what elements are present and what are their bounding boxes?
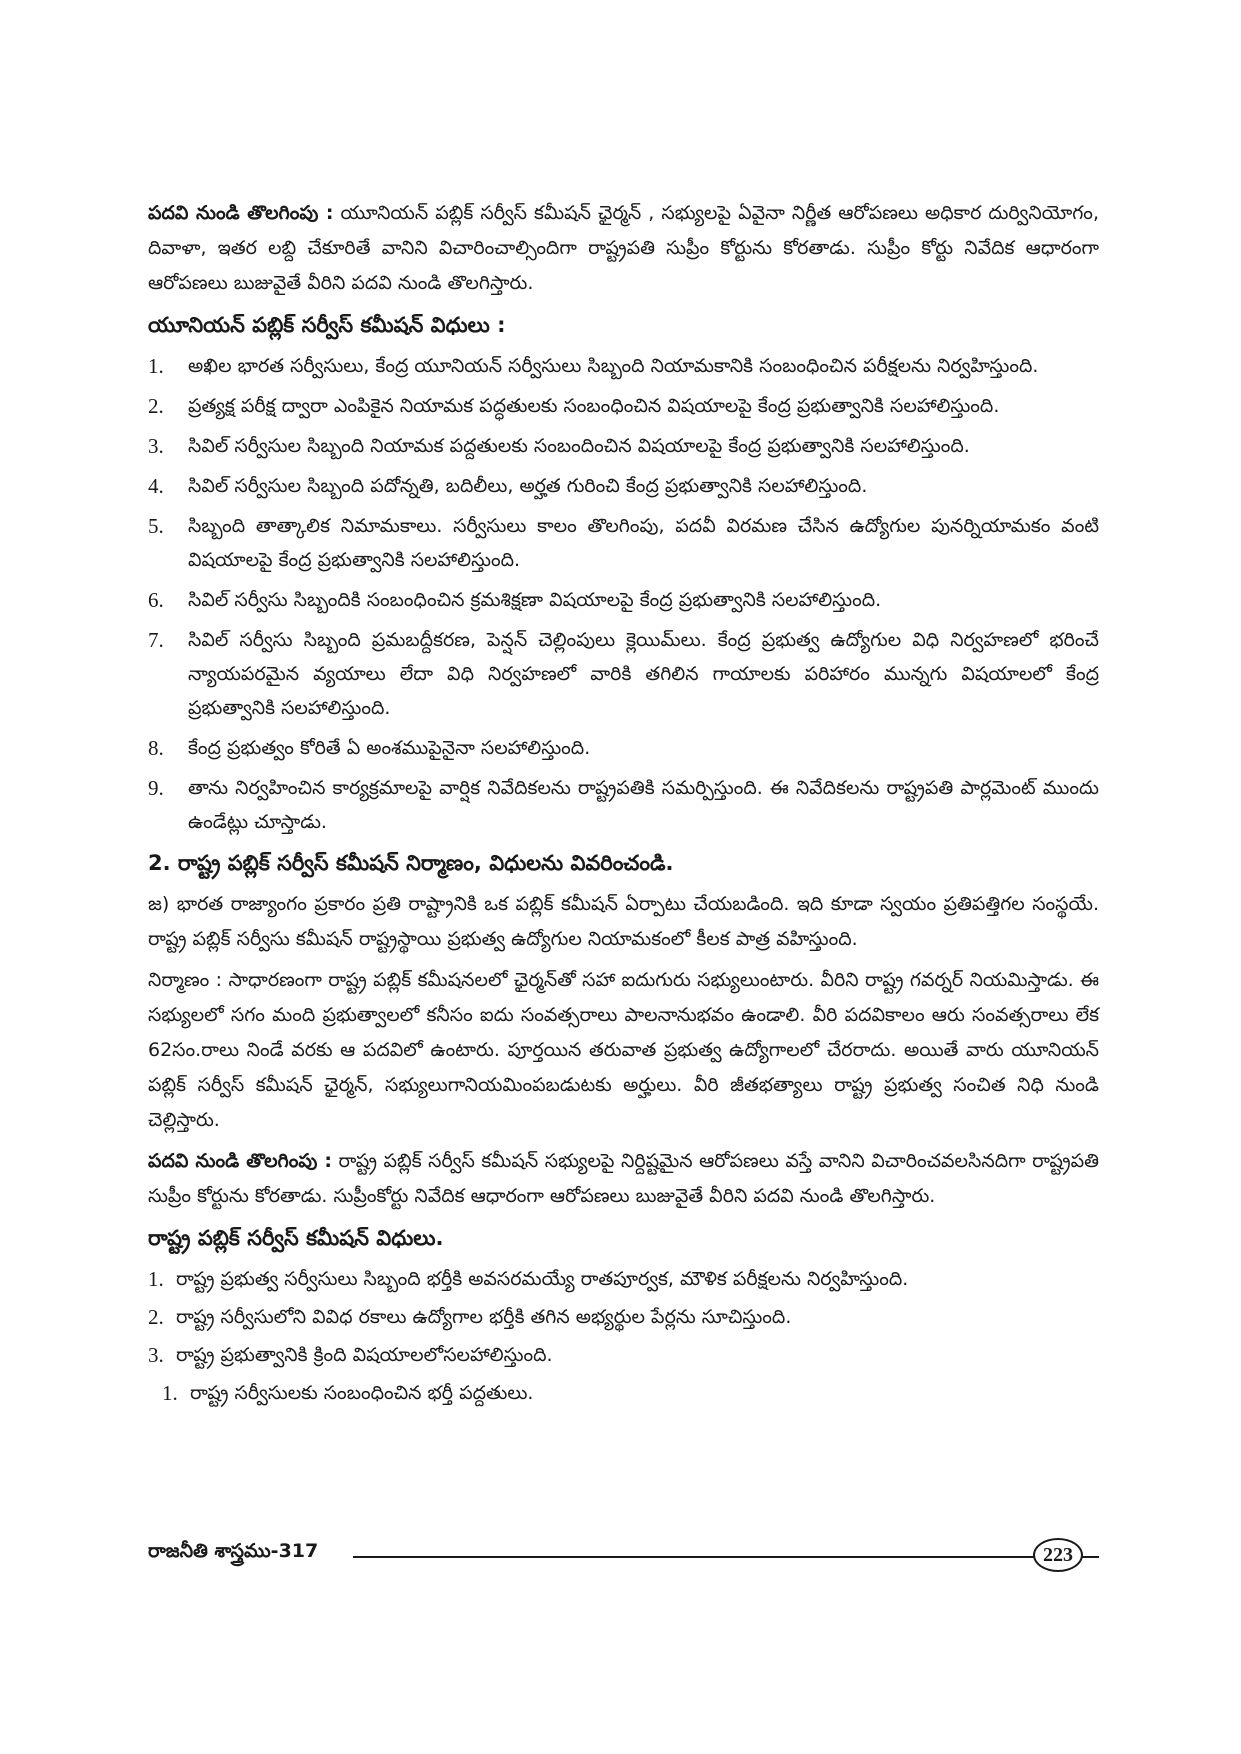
spsc-functions-list	[148, 1262, 1099, 1372]
list-item	[148, 1300, 1099, 1334]
item-text: సివిల్ సర్వీసుల సిబ్బంది నియామక పద్దతులకు సంబందించిన విషయాలపై కేంద్ర ప్రభుత్వానికి సలహాలిస్తుంది.	[188, 435, 970, 457]
item-text: అఖిల భారత సర్వీసులు, కేంద్ర యూనియన్ సర్వీసులు సిబ్బంది నియామకానికి సంబంధించిన పరీక్షలను నిర్వహిస్తుంది.	[188, 355, 1039, 377]
page-footer	[148, 1536, 1099, 1576]
structure-paragraph: నిర్మాణం : సాధారణంగా రాష్ట్ర పబ్లిక్ కమీషనలలో ఛైర్మన్‌తో సహా ఐదుగురు సభ్యులుంటారు. వీరిని రాష్ట్ర గవర్నర్ నియమిస్తాడు. ఈ సభ్యులలో సగం మంది ప్రభుత్వాలలో కనీసం ఐదు సంవత్సరాలు పాలనానుభవం ఉండాలి. వీరి పదవికాలం ఆరు సంవత్సరాలు లేక 62సం.రాలు నిండే వరకు ఆ పదవిలో ఉంటారు. పూర్తయిన తరువాత ప్రభుత్వ ఉద్యోగాలలో చేరరాదు. అయితే వారు యూనియన్ పబ్లిక్ సర్వీస్ కమీషన్ ఛైర్మన్, సభ్యులుగానియమింపబడుటకు అర్హులు. వీరి జీతభత్యాలు రాష్ట్ర ప్రభుత్వ సంచిత నిధి నుండి చెల్లిస్తారు.	[148, 969, 1099, 1131]
footer-rule	[353, 1556, 1039, 1558]
upsc-removal-paragraph	[148, 196, 1099, 301]
item-text: తాను నిర్వహించిన కార్యక్రమాలపై వార్షిక నివేదికలను రాష్ట్రపతికి సమర్పిస్తుంది. ఈ నివేదికలను రాష్ట్రపతి పార్లమెంట్ ముందు ఉండేట్లు చూస్తాడు.	[188, 777, 1099, 833]
item-number: 3.	[148, 1343, 164, 1367]
item-number: 5.	[148, 514, 164, 538]
item-number: 3.	[148, 434, 164, 458]
item-text: రాష్ట్ర ప్రభుత్వానికి క్రింది విషయాలలోసలహాలిస్తుంది.	[176, 1344, 553, 1366]
list-item	[148, 1338, 1099, 1372]
item-number: 2.	[148, 394, 164, 418]
item-text: సివిల్ సర్వీసుల సిబ్బంది పదోన్నతి, బదిలీలు, అర్హత గురించి కేంద్ర ప్రభుత్వానికి సలహాలిస్తుంది.	[188, 475, 868, 497]
item-text: సివిల్ సర్వీసు సిబ్బందికి సంబంధించిన క్రమశిక్షణా విషయాలపై కేంద్ర ప్రభుత్వానికి సలహాలిస్తుంది.	[188, 589, 882, 611]
item-text: ప్రత్యక్ష పరీక్ష ద్వారా ఎంపికైన నియామక పద్ధతులకు సంబంధించిన విషయాలపై కేంద్ర ప్రభుత్వానికి సలహాలిస్తుంది.	[188, 395, 1000, 417]
question-2-heading: 2. రాష్ట్ర పబ్లిక్ సర్వీస్ కమీషన్ నిర్మాణం, విధులను వివరించండి.	[148, 851, 674, 875]
removal-lead: పదవి నుండి తొలగింపు :	[148, 1150, 333, 1172]
list-item	[148, 389, 1099, 423]
upsc-functions-heading: యూనియన్ పబ్లిక్ సర్వీస్ కమీషన్ విధులు :	[148, 313, 506, 337]
footer-rule-tail	[1081, 1556, 1099, 1558]
item-number: 4.	[148, 474, 164, 498]
item-number: 1.	[162, 1381, 178, 1405]
list-item	[148, 349, 1099, 383]
list-item	[148, 509, 1099, 577]
item-text: కేంద్ర ప్రభుత్వం కోరితే ఏ అంశముపైనైనా సలహాలిస్తుంది.	[188, 737, 591, 759]
removal-text: యూనియన్ పబ్లిక్ సర్వీస్ కమీషన్ ఛైర్మన్ , సభ్యులపై ఏవైనా నిర్ణీత ఆరోపణలు అధికార దుర్వినియోగం, దివాళా, ఇతర లబ్ది చేకూరితే వానిని విచారించాల్సిందిగా రాష్ట్రపతి సుప్రీం కోర్టును కోరతాడు. సుప్రీం కోర్టు నివేదిక ఆధారంగా ఆరోపణలు బుజువైతే వీరిని పదవి నుండి తొలగిస్తారు.	[148, 202, 1099, 294]
item-text: సిబ్బంది తాత్కాలిక నిమామకాలు. సర్వీసులు కాలం తొలగింపు, పదవీ విరమణ చేసిన ఉద్యోగుల పునర్నియామకం వంటి విషయాలపై కేంద్ర ప్రభుత్వానికి సలహాలిస్తుంది.	[188, 515, 1099, 571]
list-item	[148, 771, 1099, 839]
item-number: 2.	[148, 1305, 164, 1329]
item-text: రాష్ట్ర సర్వీసులకు సంబంధించిన భర్తీ పద్దతులు.	[190, 1382, 534, 1404]
item-number: 1.	[148, 1267, 164, 1291]
item-text: సివిల్ సర్వీసు సిబ్బంది ప్రమబద్దీకరణ, పెన్షన్ చెల్లింపులు క్లెయిమ్‌లు. కేంద్ర ప్రభుత్వ ఉద్యోగుల విధి నిర్వహణలో భరించే న్యాయపరమైన వ్యయాలు లేదా విధి నిర్వహణలో వారికి తగిలిన గాయాలకు పరిహారం మున్నగు విషయాలలో కేంద్ర ప్రభుత్వానికి సలహాలిస్తుంది.	[188, 629, 1099, 719]
footer-title: రాజనీతి శాస్త్రము-317	[148, 1540, 319, 1562]
removal-lead: పదవి నుండి తొలగింపు :	[148, 202, 334, 224]
item-number: 9.	[148, 776, 164, 800]
list-item	[148, 469, 1099, 503]
list-item	[148, 429, 1099, 463]
item-number: 6.	[148, 588, 164, 612]
list-item	[148, 731, 1099, 765]
removal-text: రాష్ట్ర పబ్లిక్ సర్వీస్ కమీషన్ సభ్యులపై నిర్దిష్టమైన ఆరోపణలు వస్తే వానిని విచారించవలసినదిగా రాష్ట్రపతి సుప్రీం కోర్టును కోరతాడు. సుప్రీంకోర్టు నివేదిక ఆధారంగా ఆరోపణలు బుజువైతే వీరిని పదవి నుండి తొలగిస్తారు.	[148, 1150, 1099, 1207]
spsc-removal-paragraph	[148, 1144, 1099, 1214]
spsc-subitems-list	[162, 1376, 1099, 1410]
page-number: 223	[1033, 1538, 1083, 1572]
list-item	[148, 1262, 1099, 1296]
spsc-functions-heading: రాష్ట్ర పబ్లిక్ సర్వీస్ కమీషన్ విధులు.	[148, 1226, 444, 1250]
list-item	[148, 583, 1099, 617]
item-text: రాష్ట్ర సర్వీసులోని వివిధ రకాలు ఉద్యోగాల భర్తీకి తగిన అభ్యర్థుల పేర్లను సూచిస్తుంది.	[176, 1306, 792, 1328]
answer-paragraph: జ) భారత రాజ్యాంగం ప్రకారం ప్రతి రాష్ట్రానికి ఒక పబ్లిక్ కమీషన్ ఏర్పాటు చేయబడింది. ఇది కూడా స్వయం ప్రతిపత్తిగల సంస్థయే. రాష్ట్ర పబ్లిక్ సర్వీసు కమీషన్ రాష్ట్రస్థాయి ప్రభుత్వ ఉద్యోగుల నియామకంలో కీలక పాత్ర వహిస్తుంది.	[148, 893, 1099, 950]
item-number: 7.	[148, 628, 164, 652]
item-text: రాష్ట్ర ప్రభుత్వ సర్వీసులు సిబ్బంది భర్తీకి అవసరమయ్యే రాతపూర్వక, మౌళిక పరీక్షలను నిర్వహిస్తుంది.	[176, 1268, 909, 1290]
upsc-functions-list	[148, 349, 1099, 839]
item-number: 1.	[148, 354, 164, 378]
list-item	[148, 623, 1099, 725]
list-item	[162, 1376, 1099, 1410]
item-number: 8.	[148, 736, 164, 760]
